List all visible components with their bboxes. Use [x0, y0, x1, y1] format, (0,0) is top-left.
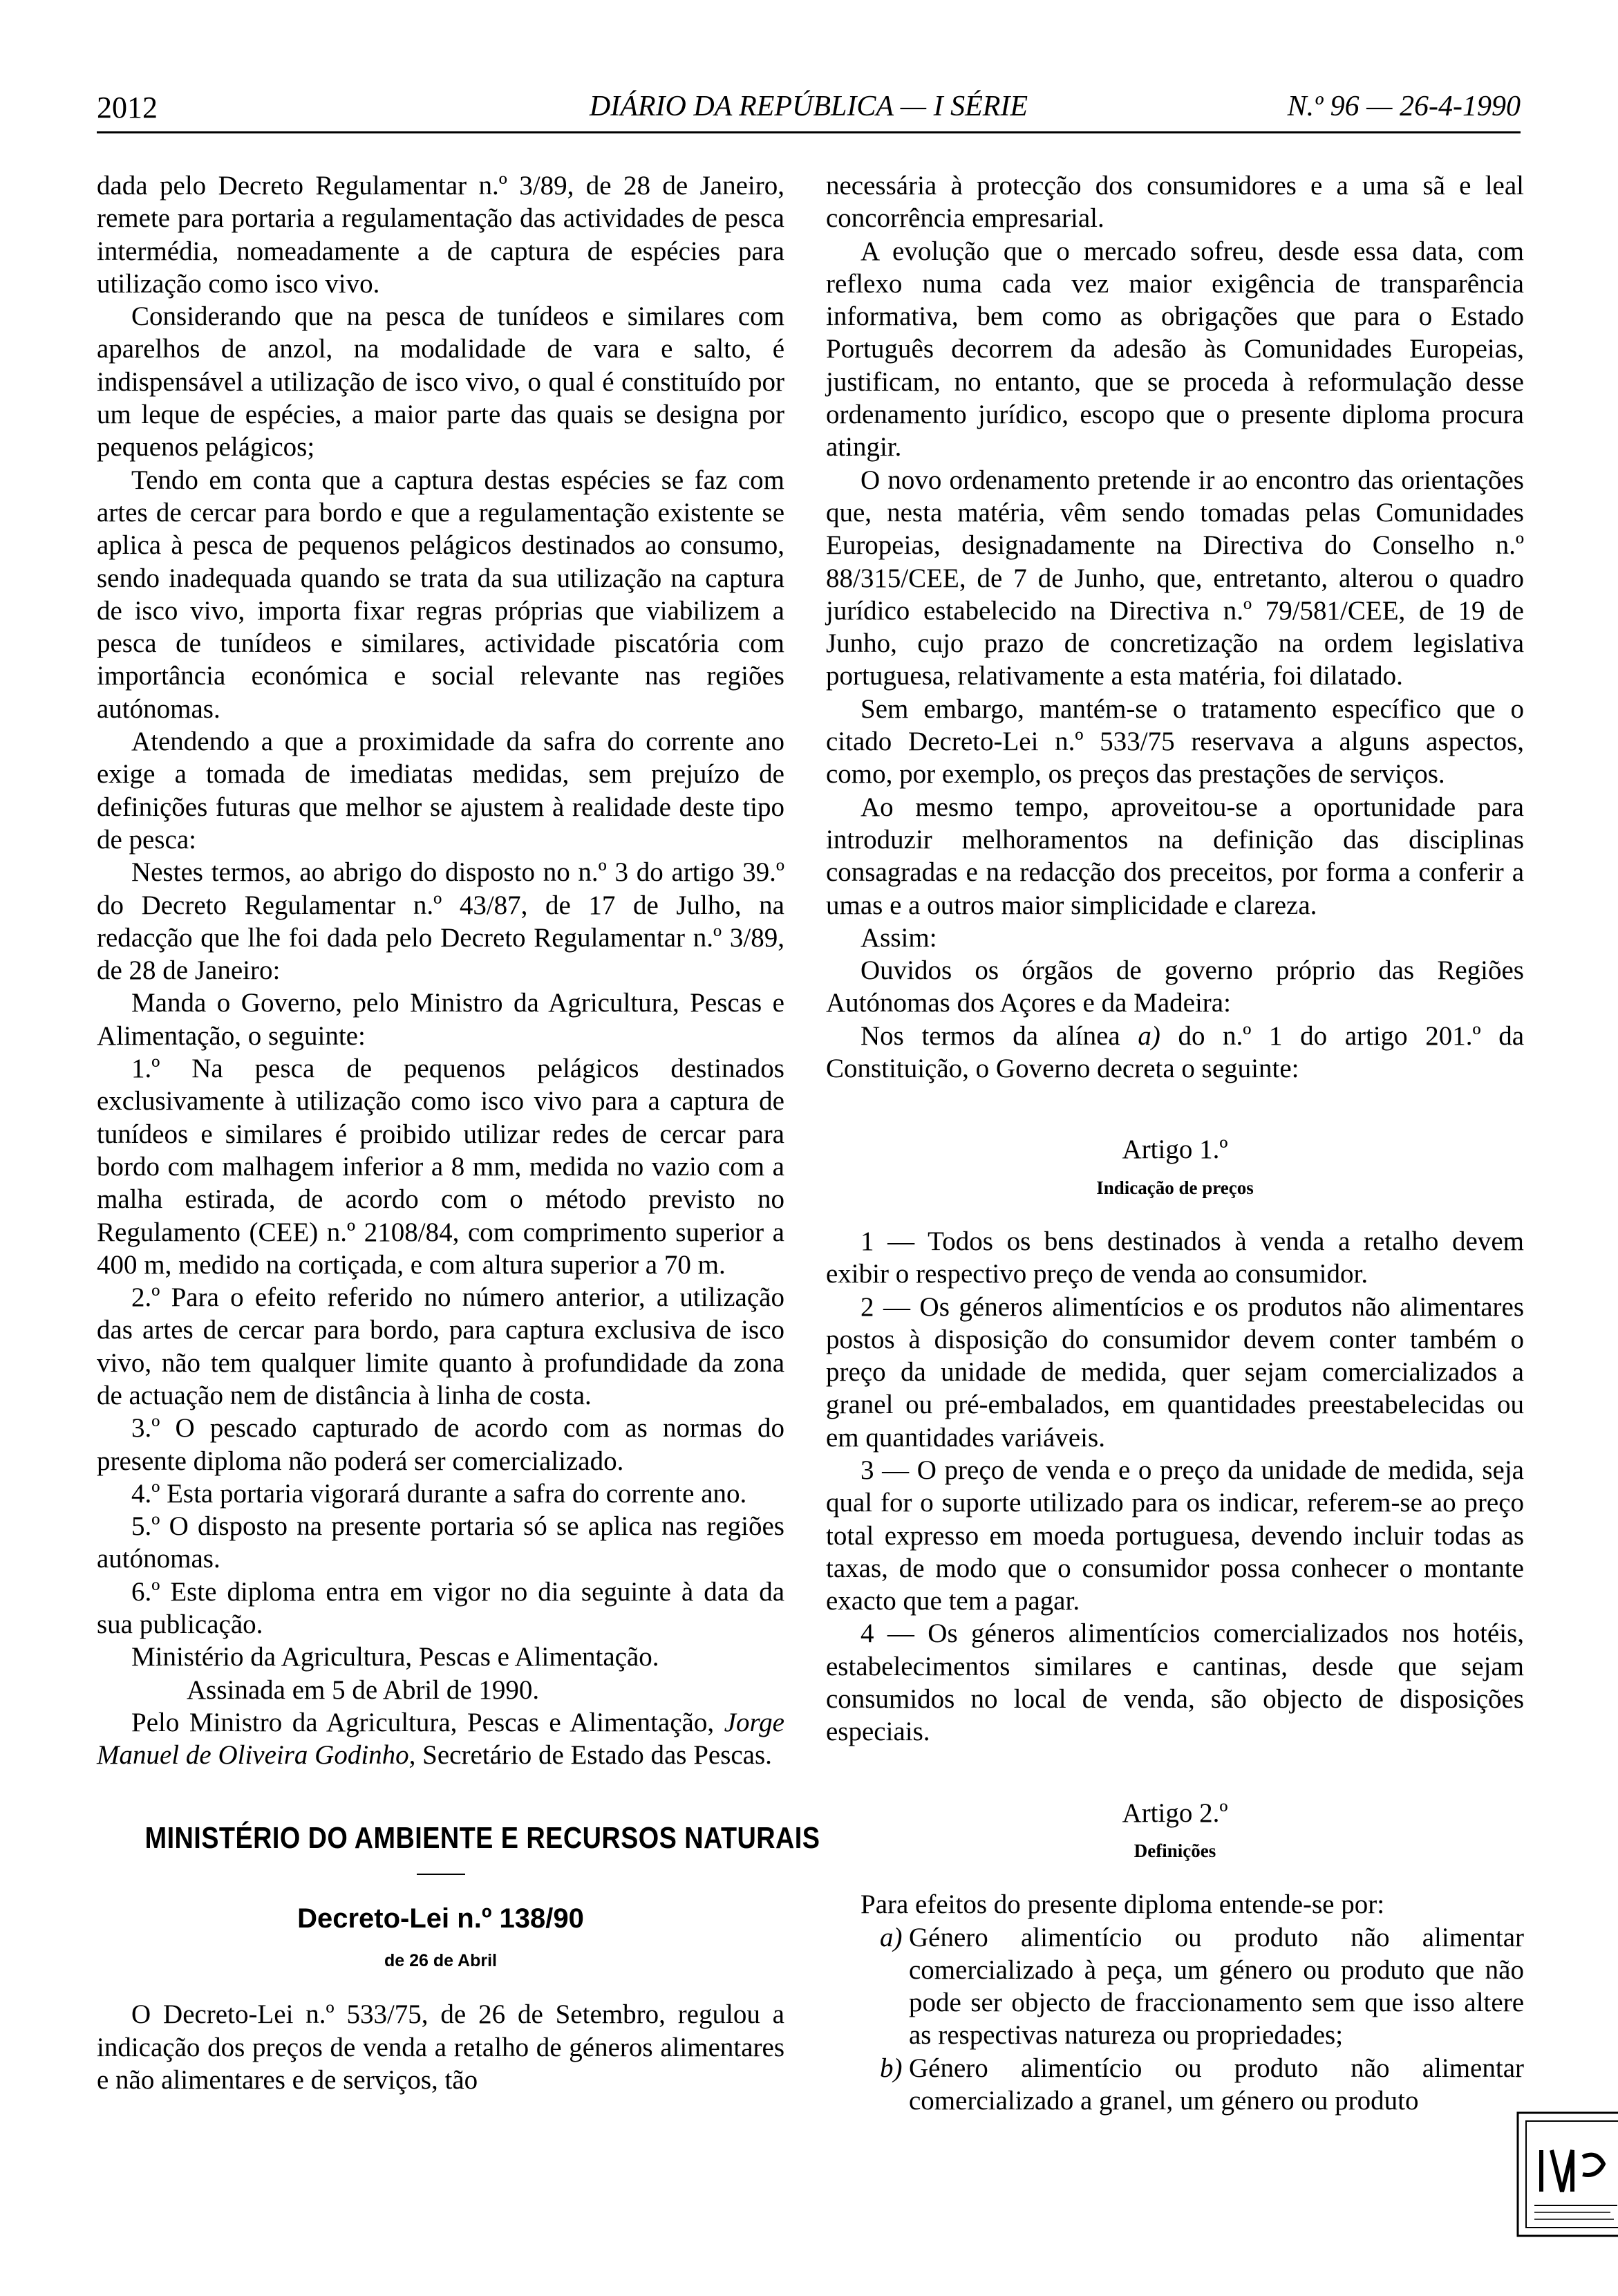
signature-block: [97, 1706, 784, 1772]
paragraph: 5.º O disposto na presente portaria só se aplica nas regiões autónomas.: [97, 1511, 784, 1574]
paragraph: Considerando que na pesca de tunídeos e similares com aparelhos de anzol, na modalidade de vara e salto, é indispensável a utilização de isco vivo, o qual é constituído por um leque de espécies, a maior parte das quais se designa por pequenos pelágicos;: [97, 301, 784, 463]
article-subtitle: Indicação de preços: [1096, 1177, 1254, 1198]
journal-title: DIÁRIO DA REPÚBLICA — I SÉRIE: [589, 91, 1028, 122]
paragraph: [826, 1020, 1524, 1085]
paragraph: 1.º Na pesca de pequenos pelágicos destinados exclusivamente à utilização como isco vivo para a captura de tunídeos e similares é proibido utilizar redes de cercar para bordo com malhagem inferior a 8 mm, medida no vazio com a malha estirada, de acordo com o método previsto no Regulamento (CEE) n.º 2108/84, com comprimento superior a 400 m, medido na cortiçada, e com altura superior a 70 m.: [97, 1054, 784, 1280]
right-column: [826, 169, 1524, 2117]
paragraph: Atendendo a que a proximidade da safra do corrente ano exige a tomada de imediatas medidas, sem prejuízo de definições futuras que melhor se ajustem à realidade deste tipo de pesca:: [97, 727, 784, 855]
paragraph: 2 — Os géneros alimentícios e os produtos não alimentares postos à disposição do consumidor devem conter também o preço da unidade de medida, quer sejam comercializados a granel ou pré-embalados, em quantidades preestabelecidas ou em quantidades variáveis.: [826, 1291, 1524, 1453]
definition-label: a): [880, 1922, 903, 1952]
separator: [417, 1874, 465, 1875]
text-fragment: a): [1138, 1020, 1160, 1051]
paragraph: necessária à protecção dos consumidores e a uma sã e leal concorrência empresarial.: [826, 171, 1524, 234]
issue-info: N.º 96 — 26-4-1990: [1287, 91, 1521, 122]
page-number: 2012: [97, 91, 158, 124]
ministry-line: Ministério da Agricultura, Pescas e Alimentação.: [131, 1642, 659, 1672]
paragraph: 1 — Todos os bens destinados à venda a retalho devem exibir o respectivo preço de venda ao consumidor.: [826, 1226, 1524, 1289]
paragraph: Ouvidos os órgãos de governo próprio das Regiões Autónomas dos Açores e da Madeira:: [826, 955, 1524, 1018]
text-fragment: do n.º 1 do artigo 201.º da Constituição, o Governo decreta o seguinte:: [826, 1020, 1525, 1084]
decree-date: de 26 de Abril: [384, 1951, 497, 1971]
definition-item: [826, 1921, 1524, 2052]
page-header: [97, 90, 1521, 133]
paragraph: 4.º Esta portaria vigorará durante a safra do corrente ano.: [131, 1478, 747, 1509]
signatory-title: Secretário de Estado das Pescas.: [422, 1740, 772, 1771]
article-title: Artigo 1.º: [1122, 1135, 1228, 1165]
definition-text: Género alimentício ou produto não alimentar comercializado a granel, um género ou produto: [909, 2053, 1524, 2116]
paragraph: 3.º O pescado capturado de acordo com as normas do presente diploma não poderá ser comercializado.: [97, 1413, 784, 1476]
paragraph: 4 — Os géneros alimentícios comercializados nos hotéis, estabelecimentos similares e cantinas, desde que sejam consumidos no local de venda, são objecto de disposições especiais.: [826, 1618, 1524, 1747]
ministry-heading: MINISTÉRIO DO AMBIENTE E RECURSOS NATURAIS: [144, 1820, 820, 1855]
paragraph: Ao mesmo tempo, aproveitou-se a oportunidade para introduzir melhoramentos na definição das disciplinas consagradas e na redacção dos preceitos, por forma a conferir a umas e a outros maior simplicidade e clareza.: [826, 792, 1524, 920]
article-title: Artigo 2.º: [1122, 1798, 1228, 1828]
paragraph: 2.º Para o efeito referido no número anterior, a utilização das artes de cercar para bordo, para captura exclusiva de isco vivo, não tem qualquer limite quanto à profundidade da zona de actuação nem de distância à linha de costa.: [97, 1282, 784, 1410]
paragraph: A evolução que o mercado sofreu, desde essa data, com reflexo numa cada vez maior exigência de transparência informativa, bem como as obrigações que para o Estado Português decorrem da adesão às Comunidades Europeias, justificam, no entanto, que se proceda à reformulação desse ordenamento jurídico, escopo que o presente diploma procura atingir.: [826, 236, 1524, 463]
decree-title: Decreto-Lei n.º 138/90: [297, 1903, 584, 1934]
signature-prefix: Pelo Ministro da Agricultura, Pescas e Alimentação,: [131, 1707, 715, 1737]
paragraph: Assim:: [860, 922, 937, 953]
paragraph: 6.º Este diploma entra em vigor no dia seguinte à data da sua publicação.: [97, 1576, 784, 1640]
paragraph: Nestes termos, ao abrigo do disposto no n.º 3 do artigo 39.º do Decreto Regulamentar n.º 43/87, de 17 de Julho, na redacção que lhe foi dada pelo Decreto Regulamentar n.º 3/89, de 28 de Janeiro:: [97, 857, 784, 986]
paragraph: dada pelo Decreto Regulamentar n.º 3/89, de 28 de Janeiro, remete para portaria a regulamentação das actividades de pesca intermédia, nomeadamente a de captura de espécies para utilização como isco vivo.: [97, 171, 784, 299]
article-subtitle: Definições: [1133, 1840, 1216, 1861]
signed-date: Assinada em 5 de Abril de 1990.: [187, 1674, 540, 1705]
library-stamp-icon: [1514, 2109, 1618, 2240]
paragraph: Manda o Governo, pelo Ministro da Agricultura, Pescas e Alimentação, o seguinte:: [97, 988, 784, 1051]
text-fragment: Nos termos da alínea: [860, 1020, 1120, 1051]
paragraph: 3 — O preço de venda e o preço da unidade de medida, seja qual for o suporte utilizado para os indicar, referem-se ao preço total expresso em moeda portuguesa, devendo incluir todas as taxas, de modo que o consumidor possa conhecer o montante exacto que tem a pagar.: [826, 1455, 1524, 1616]
left-column: [97, 169, 820, 2096]
definition-item: [826, 2052, 1524, 2118]
definition-text: Género alimentício ou produto não alimentar comercializado à peça, um género ou produto que não pode ser objecto de fraccionamento sem que isso altere as respectivas natureza ou propriedades;: [909, 1922, 1524, 2051]
paragraph: Para efeitos do presente diploma entende-se por:: [860, 1889, 1385, 1920]
paragraph: O Decreto-Lei n.º 533/75, de 26 de Setembro, regulou a indicação dos preços de venda a retalho de géneros alimentares e não alimentares e de serviços, tão: [97, 1999, 784, 2096]
paragraph: O novo ordenamento pretende ir ao encontro das orientações que, nesta matéria, vêm sendo tomadas pelas Comunidades Europeias, designadamente na Directiva do Conselho n.º 88/315/CEE, de 7 de Junho, que, entretanto, alterou o quadro jurídico estabelecido na Directiva n.º 79/581/CEE, de 19 de Junho, cujo prazo de concretização na ordem legislativa portuguesa, relativamente a esta matéria, foi dilatado.: [826, 465, 1524, 691]
paragraph: Tendo em conta que a captura destas espécies se faz com artes de cercar para bordo e que a regulamentação existente se aplica à pesca de pequenos pelágicos destinados ao consumo, sendo inadequada quando se trata da sua utilização na captura de isco vivo, importa fixar regras próprias que viabilizem a pesca de tunídeos e similares, actividade piscatória com importância económica e social relevante nas regiões autónomas.: [97, 465, 784, 724]
definition-label: b): [880, 2053, 903, 2083]
signatory-name: Jorge Manuel de Oliveira Godinho,: [97, 1707, 784, 1771]
paragraph: Sem embargo, mantém-se o tratamento específico que o citado Decreto-Lei n.º 533/75 reservava a alguns aspectos, como, por exemplo, os preços das prestações de serviços.: [826, 693, 1524, 790]
